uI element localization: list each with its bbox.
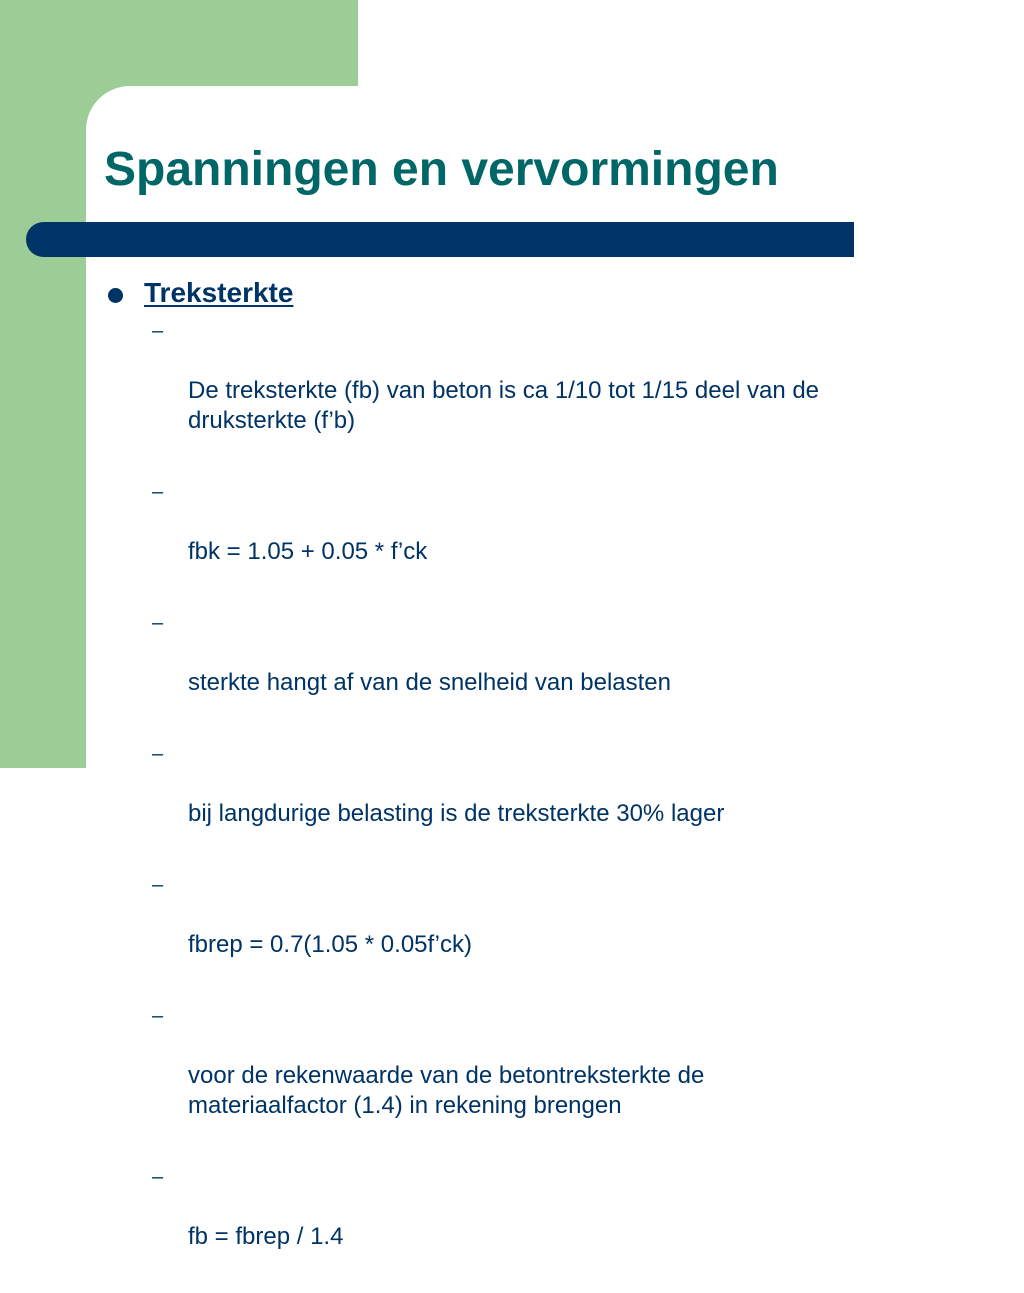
sub-bullet-item xyxy=(104,870,984,990)
sub-bullet-text: voor de rekenwaarde van de betontreksterkte de materiaalfactor (1.4) in rekening brengen xyxy=(188,1062,705,1119)
sub-bullet-item xyxy=(104,739,984,859)
dash-icon: – xyxy=(152,1005,164,1027)
title-underline-bar xyxy=(26,222,854,257)
bullet-row xyxy=(104,272,984,316)
dash-icon: – xyxy=(152,612,164,634)
sub-bullet-item xyxy=(104,1001,984,1151)
sub-bullet-text: fbrep = 0.7(1.05 * 0.05f’ck) xyxy=(188,931,472,958)
sub-bullet-text: De treksterkte (fb) van beton is ca 1/10 tot 1/15 deel van de druksterkte (f’b) xyxy=(188,377,820,434)
dash-icon: – xyxy=(152,874,164,896)
sub-bullet-item xyxy=(104,1162,984,1282)
sub-bullet-text: bij langdurige belasting is de treksterkte 30% lager xyxy=(188,800,725,827)
dash-icon: – xyxy=(152,481,164,503)
dash-icon: – xyxy=(152,320,164,342)
dash-icon: – xyxy=(152,1166,164,1188)
sub-bullet-item xyxy=(104,316,984,466)
sub-bullet-item xyxy=(104,608,984,728)
dash-icon: – xyxy=(152,743,164,765)
sub-bullet-text: fb = fbrep / 1.4 xyxy=(188,1223,344,1250)
sub-bullet-text: sterkte hangt af van de snelheid van belasten xyxy=(188,669,671,696)
sub-bullet-text: fbk = 1.05 + 0.05 * f’ck xyxy=(188,538,428,565)
slide-content xyxy=(104,272,984,1293)
slide-title: Spanningen en vervormingen xyxy=(104,143,779,196)
sub-bullet-item xyxy=(104,477,984,597)
bullet-heading: Treksterkte xyxy=(144,277,294,308)
sub-bullet-list xyxy=(104,316,984,1282)
bullet-dot-icon xyxy=(108,288,123,303)
